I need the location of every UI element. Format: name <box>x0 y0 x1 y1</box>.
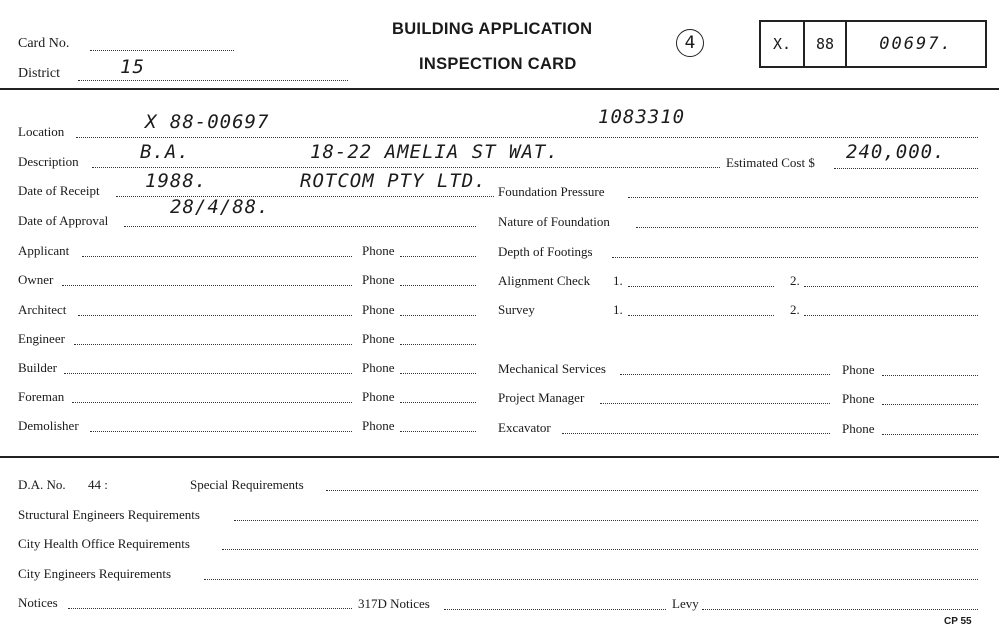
excavator-field[interactable] <box>562 433 830 434</box>
owner-field[interactable] <box>62 285 352 286</box>
mechanical-phone-label: Phone <box>842 362 875 377</box>
survey-field-1[interactable] <box>628 315 774 316</box>
alignment-check-label: Alignment Check <box>498 273 591 288</box>
builder-field[interactable] <box>64 373 352 374</box>
title-line-2: INSPECTION CARD <box>419 55 577 73</box>
applicant-label: Applicant <box>18 243 70 258</box>
depth-footings-field[interactable] <box>612 257 978 258</box>
card-no-field[interactable] <box>90 50 234 51</box>
estimated-cost-value: 240,000. <box>846 141 946 163</box>
owner-phone-field[interactable] <box>400 285 476 286</box>
description-value: B.A. <box>140 141 190 163</box>
structural-requirements-field[interactable] <box>234 520 978 521</box>
demolisher-phone-label: Phone <box>362 418 395 433</box>
notices-317d-label: 317D Notices <box>358 596 430 611</box>
engineer-phone-field[interactable] <box>400 344 476 345</box>
architect-phone-label: Phone <box>362 302 395 317</box>
date-receipt-label: Date of Receipt <box>18 183 100 198</box>
notices-field[interactable] <box>68 608 352 609</box>
date-approval-field[interactable] <box>124 226 476 227</box>
foreman-phone-field[interactable] <box>400 402 476 403</box>
applicant-phone-field[interactable] <box>400 256 476 257</box>
location-label: Location <box>18 124 65 139</box>
architect-label: Architect <box>18 302 67 317</box>
builder-phone-label: Phone <box>362 360 395 375</box>
alignment-check-field-2[interactable] <box>804 286 978 287</box>
da-no-value: 44 : <box>88 477 108 492</box>
mechanical-phone-field[interactable] <box>882 375 978 376</box>
survey-label: Survey <box>498 302 535 317</box>
district-field[interactable] <box>78 80 348 81</box>
levy-label: Levy <box>672 596 699 611</box>
excavator-phone-field[interactable] <box>882 434 978 435</box>
project-manager-field[interactable] <box>600 403 830 404</box>
demolisher-phone-field[interactable] <box>400 431 476 432</box>
circled-number: 4 <box>676 29 704 57</box>
engineers-requirements-label: City Engineers Requirements <box>18 566 172 581</box>
card-box-number: 00697. <box>879 34 953 54</box>
alignment-num-1: 1. <box>613 273 623 288</box>
excavator-phone-label: Phone <box>842 421 875 436</box>
survey-num-1: 1. <box>613 302 623 317</box>
card-box-prefix: X. <box>761 22 805 66</box>
nature-foundation-field[interactable] <box>636 227 978 228</box>
card-number-box <box>759 20 987 68</box>
form-code: CP 55 <box>944 616 972 627</box>
depth-footings-label: Depth of Footings <box>498 244 593 259</box>
company-value: ROTCOM PTY LTD. <box>300 170 487 192</box>
project-manager-phone-field[interactable] <box>882 404 978 405</box>
foreman-label: Foreman <box>18 389 65 404</box>
owner-phone-label: Phone <box>362 272 395 287</box>
demolisher-field[interactable] <box>90 431 352 432</box>
nature-foundation-label: Nature of Foundation <box>498 214 610 229</box>
builder-label: Builder <box>18 360 57 375</box>
description-label: Description <box>18 154 79 169</box>
applicant-field[interactable] <box>82 256 352 257</box>
district-value: 15 <box>120 56 145 78</box>
notices-317d-field[interactable] <box>444 609 666 610</box>
estimated-cost-field[interactable] <box>834 168 978 169</box>
notices-label: Notices <box>18 595 58 610</box>
survey-field-2[interactable] <box>804 315 978 316</box>
da-no-label: D.A. No. <box>18 477 66 492</box>
card-box-year: 88 <box>805 22 847 66</box>
date-receipt-value: 1988. <box>145 170 208 192</box>
builder-phone-field[interactable] <box>400 373 476 374</box>
foreman-phone-label: Phone <box>362 389 395 404</box>
demolisher-label: Demolisher <box>18 418 79 433</box>
health-requirements-field[interactable] <box>222 549 978 550</box>
engineers-requirements-field[interactable] <box>204 579 978 580</box>
header-divider <box>0 88 999 90</box>
engineer-field[interactable] <box>74 344 352 345</box>
foundation-pressure-label: Foundation Pressure <box>498 184 605 199</box>
foreman-field[interactable] <box>72 402 352 403</box>
health-requirements-label: City Health Office Requirements <box>18 536 190 551</box>
project-manager-label: Project Manager <box>498 390 585 405</box>
special-requirements-label: Special Requirements <box>190 477 304 492</box>
district-label: District <box>18 66 60 81</box>
estimated-cost-label: Estimated Cost $ <box>726 155 815 170</box>
title-line-1: BUILDING APPLICATION <box>392 20 593 38</box>
architect-field[interactable] <box>78 315 352 316</box>
location-value: X 88-00697 <box>145 111 270 133</box>
special-requirements-field[interactable] <box>326 490 978 491</box>
engineer-phone-label: Phone <box>362 331 395 346</box>
project-manager-phone-label: Phone <box>842 391 875 406</box>
engineer-label: Engineer <box>18 331 65 346</box>
levy-field[interactable] <box>702 609 978 610</box>
mechanical-services-field[interactable] <box>620 374 830 375</box>
alignment-check-field-1[interactable] <box>628 286 774 287</box>
architect-phone-field[interactable] <box>400 315 476 316</box>
description-field[interactable] <box>92 167 720 168</box>
alignment-num-2: 2. <box>790 273 800 288</box>
applicant-phone-label: Phone <box>362 243 395 258</box>
card-no-label: Card No. <box>18 36 70 51</box>
date-approval-value: 28/4/88. <box>170 196 270 218</box>
structural-requirements-label: Structural Engineers Requirements <box>18 507 200 522</box>
owner-label: Owner <box>18 272 54 287</box>
date-approval-label: Date of Approval <box>18 213 109 228</box>
survey-num-2: 2. <box>790 302 800 317</box>
address-value: 18-22 AMELIA ST WAT. <box>310 141 559 163</box>
location-field[interactable] <box>76 137 978 138</box>
file-number: 1083310 <box>598 106 686 128</box>
foundation-pressure-field[interactable] <box>628 197 978 198</box>
mechanical-services-label: Mechanical Services <box>498 361 606 376</box>
section-divider <box>0 456 999 458</box>
excavator-label: Excavator <box>498 420 551 435</box>
